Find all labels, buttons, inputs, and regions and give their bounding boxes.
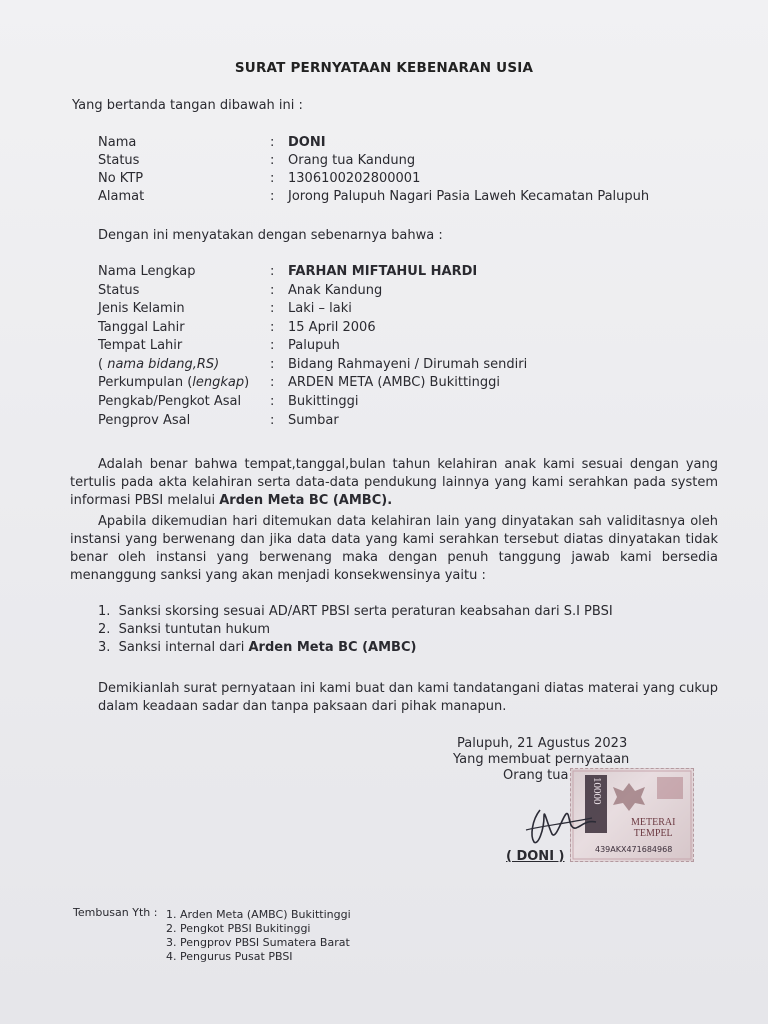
list-item: 3. Pengprov PBSI Sumatera Barat [166, 936, 350, 949]
signer-row-status: Status : Orang tua Kandung [98, 153, 416, 168]
intro-text: Yang bertanda tangan dibawah ini : [72, 98, 303, 113]
child-row-birth-facility: ( nama bidang,RS) : Bidang Rahmayeni / Dirumah sendiri [98, 357, 528, 372]
list-item: 2. Sanksi tuntutan hukum [98, 622, 271, 637]
stamp-serial: 439AKX471684968 [595, 845, 673, 854]
place-date: Palupuh, 21 Agustus 2023 [457, 736, 628, 751]
sanctions-list [98, 603, 613, 657]
cc-label: Tembusan Yth : [73, 906, 158, 919]
stamp-label: METERAI TEMPEL [631, 817, 676, 839]
signer-row-ktp: No KTP : 1306100202800001 [98, 171, 421, 186]
maker-role: Orang tua [503, 768, 569, 783]
closing-paragraph: Demikianlah surat pernyataan ini kami buat dan kami tandatangani diatas materai yang cukup dalam keadaan sadar dan tanpa paksaan dari pihak manapun. [98, 681, 718, 714]
paragraph-statement: Adalah benar bahwa tempat,tanggal,bulan tahun kelahiran anak kami sesuai dengan yang tertulis pada akta kelahiran serta data-data pendukung lainnya yang kami serahkan pada system informasi PBSI melalui Arden Meta BC (AMBC). [70, 457, 718, 508]
signer-name: ( DONI ) [506, 849, 565, 864]
list-item: 1. Arden Meta (AMBC) Bukittinggi [166, 908, 351, 921]
list-item: 4. Pengurus Pusat PBSI [166, 950, 293, 963]
cc-list [166, 908, 351, 964]
child-row-pengkab: Pengkab/Pengkot Asal : Bukittinggi [98, 394, 359, 409]
child-row-club: Perkumpulan (lengkap) : ARDEN META (AMBC) Bukittinggi [98, 375, 501, 390]
child-row-status: Status : Anak Kandung [98, 283, 383, 298]
list-item: 3. Sanksi internal dari Arden Meta BC (AMBC) [98, 640, 417, 655]
signature-scribble [522, 800, 602, 848]
maker-label: Yang membuat pernyataan [453, 752, 630, 767]
paragraph-consequences: Apabila dikemudian hari ditemukan data kelahiran lain yang dinyatakan sah validitasnya oleh instansi yang berwenang dan jika data data yang kami serahkan tersebut diatas dinyatakan tidak benar oleh instansi yang berwenang maka dengan penuh tanggung jawab kami bersedia menanggung sanksi yang akan menjadi konsekwensinya yaitu : [70, 514, 718, 583]
child-row-full-name: Nama Lengkap : FARHAN MIFTAHUL HARDI [98, 264, 478, 279]
declaration-text: Dengan ini menyatakan dengan sebenarnya bahwa : [98, 228, 443, 243]
child-row-birth-place: Tempat Lahir : Palupuh [98, 338, 340, 353]
stamp-denomination: 10000 [591, 777, 603, 805]
signer-row-name: Nama : DONI [98, 135, 326, 150]
document-title: SURAT PERNYATAAN KEBENARAN USIA [234, 60, 534, 76]
child-row-pengprov: Pengprov Asal : Sumbar [98, 413, 339, 428]
list-item: 1. Sanksi skorsing sesuai AD/ART PBSI serta peraturan keabsahan dari S.I PBSI [98, 604, 613, 619]
child-row-birth-date: Tanggal Lahir : 15 April 2006 [98, 320, 376, 335]
list-item: 2. Pengkot PBSI Bukitinggi [166, 922, 311, 935]
signer-row-address: Alamat : Jorong Palupuh Nagari Pasia Laweh Kecamatan Palupuh [98, 189, 650, 204]
child-row-gender: Jenis Kelamin : Laki – laki [98, 301, 352, 316]
